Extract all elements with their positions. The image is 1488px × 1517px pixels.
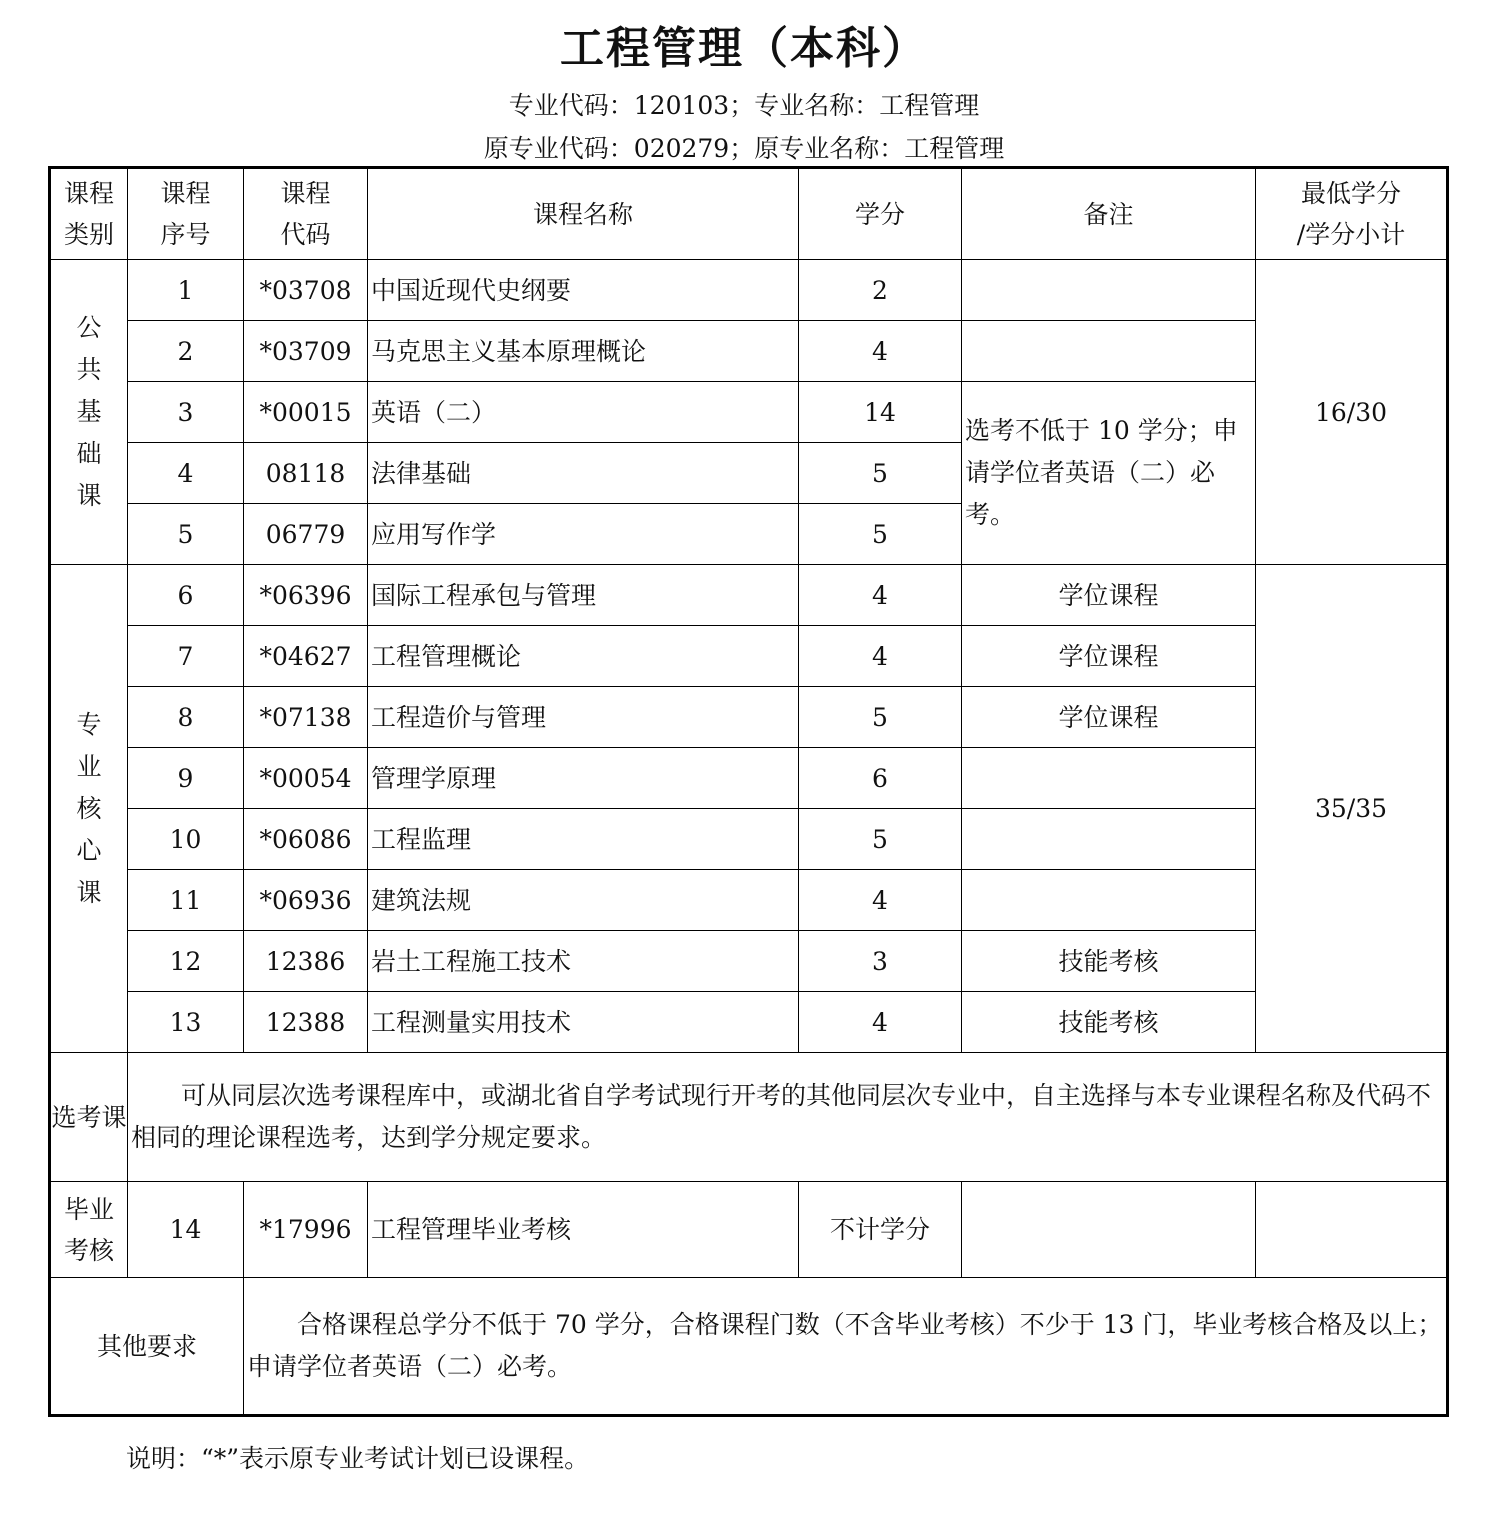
original-major-code-line: 原专业代码：020279；原专业名称：工程管理 bbox=[483, 134, 1005, 163]
table-row bbox=[50, 321, 1448, 382]
table-row bbox=[50, 687, 1448, 748]
header-seq: 课程 序号 bbox=[128, 168, 244, 260]
course-credit: 4 bbox=[799, 565, 962, 626]
min-credits-public: 16/30 bbox=[1256, 260, 1448, 565]
course-name: 马克思主义基本原理概论 bbox=[368, 321, 799, 382]
header-min-credits: 最低学分 /学分小计 bbox=[1256, 168, 1448, 260]
table-row bbox=[50, 260, 1448, 321]
course-code: *06086 bbox=[244, 809, 368, 870]
course-remark: 学位课程 bbox=[962, 687, 1256, 748]
table-row bbox=[50, 809, 1448, 870]
course-code: 06779 bbox=[244, 504, 368, 565]
course-credit: 5 bbox=[799, 809, 962, 870]
course-name: 应用写作学 bbox=[368, 504, 799, 565]
category-public: 公 共 基 础 课 bbox=[50, 260, 128, 565]
course-seq: 13 bbox=[128, 992, 244, 1053]
header-remark: 备注 bbox=[962, 168, 1256, 260]
min-credits-graduation bbox=[1256, 1182, 1448, 1278]
table-row bbox=[50, 565, 1448, 626]
course-credit: 不计学分 bbox=[799, 1182, 962, 1278]
category-core: 专 业 核 心 课 bbox=[50, 565, 128, 1053]
course-remark: 技能考核 bbox=[962, 992, 1256, 1053]
course-code: *06936 bbox=[244, 870, 368, 931]
other-requirements-text: 合格课程总学分不低于 70 学分，合格课程门数（不含毕业考核）不少于 13 门，毕业考核合格及以上；申请学位者英语（二）必考。 bbox=[244, 1278, 1448, 1416]
course-seq: 5 bbox=[128, 504, 244, 565]
other-requirements-label: 其他要求 bbox=[50, 1278, 244, 1416]
course-code: *03709 bbox=[244, 321, 368, 382]
footnote: 说明：“*”表示原专业考试计划已设课程。 bbox=[126, 1444, 590, 1473]
course-remark bbox=[962, 870, 1256, 931]
course-code: 08118 bbox=[244, 443, 368, 504]
course-name: 岩土工程施工技术 bbox=[368, 931, 799, 992]
course-name: 工程造价与管理 bbox=[368, 687, 799, 748]
course-name: 工程监理 bbox=[368, 809, 799, 870]
course-remark bbox=[962, 321, 1256, 382]
elective-row bbox=[50, 1053, 1448, 1182]
course-name: 管理学原理 bbox=[368, 748, 799, 809]
page-title: 工程管理（本科） bbox=[560, 23, 928, 74]
header-row bbox=[50, 168, 1448, 260]
course-remark bbox=[962, 809, 1256, 870]
course-remark bbox=[962, 1182, 1256, 1278]
course-seq: 7 bbox=[128, 626, 244, 687]
course-remark: 学位课程 bbox=[962, 626, 1256, 687]
elective-label: 选考课 bbox=[50, 1053, 128, 1182]
course-credit: 4 bbox=[799, 870, 962, 931]
course-credit: 4 bbox=[799, 992, 962, 1053]
course-code: *00054 bbox=[244, 748, 368, 809]
table-row bbox=[50, 626, 1448, 687]
course-credit: 5 bbox=[799, 443, 962, 504]
header-category: 课程 类别 bbox=[50, 168, 128, 260]
course-seq: 8 bbox=[128, 687, 244, 748]
course-credit: 5 bbox=[799, 687, 962, 748]
course-seq: 10 bbox=[128, 809, 244, 870]
english-elective-remark: 选考不低于 10 学分；申请学位者英语（二）必考。 bbox=[962, 382, 1256, 565]
course-remark bbox=[962, 260, 1256, 321]
table-row bbox=[50, 748, 1448, 809]
header-credit: 学分 bbox=[799, 168, 962, 260]
course-seq: 12 bbox=[128, 931, 244, 992]
course-code: *17996 bbox=[244, 1182, 368, 1278]
table-row bbox=[50, 870, 1448, 931]
graduation-row bbox=[50, 1182, 1448, 1278]
course-credit: 5 bbox=[799, 504, 962, 565]
course-remark: 技能考核 bbox=[962, 931, 1256, 992]
course-name: 英语（二） bbox=[368, 382, 799, 443]
course-code: *04627 bbox=[244, 626, 368, 687]
course-remark bbox=[962, 748, 1256, 809]
course-seq: 14 bbox=[128, 1182, 244, 1278]
course-name: 工程测量实用技术 bbox=[368, 992, 799, 1053]
course-name: 中国近现代史纲要 bbox=[368, 260, 799, 321]
course-name: 工程管理毕业考核 bbox=[368, 1182, 799, 1278]
header-name: 课程名称 bbox=[368, 168, 799, 260]
table-row bbox=[50, 931, 1448, 992]
course-seq: 4 bbox=[128, 443, 244, 504]
header-code: 课程 代码 bbox=[244, 168, 368, 260]
course-code: *00015 bbox=[244, 382, 368, 443]
course-code: *06396 bbox=[244, 565, 368, 626]
course-seq: 3 bbox=[128, 382, 244, 443]
min-credits-core: 35/35 bbox=[1256, 565, 1448, 1053]
course-code: *07138 bbox=[244, 687, 368, 748]
course-name: 法律基础 bbox=[368, 443, 799, 504]
major-code-line: 专业代码：120103；专业名称：工程管理 bbox=[508, 91, 980, 120]
course-seq: 2 bbox=[128, 321, 244, 382]
course-credit: 6 bbox=[799, 748, 962, 809]
course-credit: 4 bbox=[799, 626, 962, 687]
course-plan-table bbox=[48, 166, 1449, 1417]
course-name: 工程管理概论 bbox=[368, 626, 799, 687]
table-row bbox=[50, 382, 1448, 443]
course-code: 12386 bbox=[244, 931, 368, 992]
other-requirements-row bbox=[50, 1278, 1448, 1416]
course-seq: 11 bbox=[128, 870, 244, 931]
elective-description: 可从同层次选考课程库中，或湖北省自学考试现行开考的其他同层次专业中，自主选择与本专业课程名称及代码不相同的理论课程选考，达到学分规定要求。 bbox=[128, 1053, 1448, 1182]
table-row bbox=[50, 992, 1448, 1053]
course-name: 建筑法规 bbox=[368, 870, 799, 931]
course-name: 国际工程承包与管理 bbox=[368, 565, 799, 626]
graduation-label: 毕业 考核 bbox=[50, 1182, 128, 1278]
course-remark: 学位课程 bbox=[962, 565, 1256, 626]
course-credit: 2 bbox=[799, 260, 962, 321]
course-seq: 1 bbox=[128, 260, 244, 321]
course-credit: 4 bbox=[799, 321, 962, 382]
course-seq: 9 bbox=[128, 748, 244, 809]
course-seq: 6 bbox=[128, 565, 244, 626]
course-credit: 3 bbox=[799, 931, 962, 992]
course-credit: 14 bbox=[799, 382, 962, 443]
course-code: 12388 bbox=[244, 992, 368, 1053]
course-code: *03708 bbox=[244, 260, 368, 321]
